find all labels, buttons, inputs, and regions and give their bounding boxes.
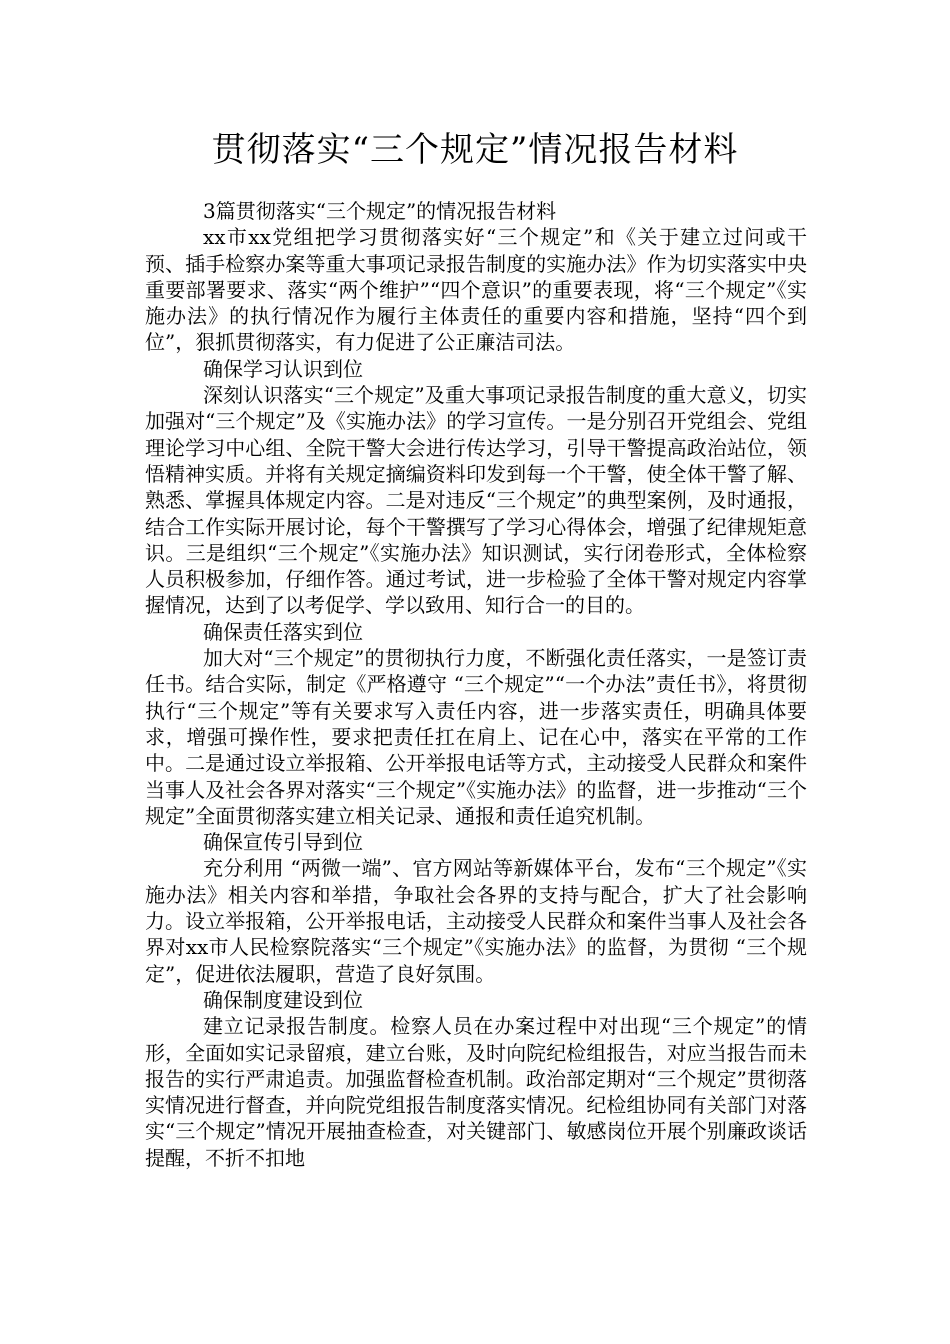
- intro-paragraph: xx市xx党组把学习贯彻落实好“三个规定”和《关于建立过问或干预、插手检察办案等重大事项记录报告制度的实施办法》作为切实落实中央重要部署要求、落实“两个维护”“四个意识”的重要表现，将“三个规定”《实施办法》的执行情况作为履行主体责任的重要内容和措施，坚持“四个到位”，狠抓贯彻落实，有力促进了公正廉洁司法。: [145, 225, 807, 355]
- section-paragraph: 加大对“三个规定”的贯彻执行力度，不断强化责任落实，一是签订责任书。结合实际，制定《严格遵守 “三个规定”“一个办法”责任书》，将贯彻执行“三个规定”等有关要求写入责任内容，进一步落实责任，明确具体要求，增强可操作性，要求把责任扛在肩上、记在心中，落实在平常的工作中。二是通过设立举报箱、公开举报电话等方式，主动接受人民群众和案件当事人及社会各界对落实“三个规定”《实施办法》的监督，进一步推动“三个规定”全面贯彻落实建立相关记录、通报和责任追究机制。: [145, 646, 807, 828]
- section-paragraph: 充分利用 “两微一端”、官方网站等新媒体平台，发布“三个规定”《实施办法》相关内容和举措，争取社会各界的支持与配合，扩大了社会影响力。设立举报箱，公开举报电话，主动接受人民群众和案件当事人及社会各界对xx市人民检察院落实“三个规定”《实施办法》的监督，为贯彻 “三个规定”，促进依法履职，营造了良好氛围。: [145, 856, 807, 986]
- section-heading: 确保制度建设到位: [203, 987, 363, 1012]
- section-paragraph: 建立记录报告制度。检察人员在办案过程中对出现“三个规定”的情形，全面如实记录留痕，建立台账，及时向院纪检组报告，对应当报告而未报告的实行严肃追责。加强监督检查机制。政治部定期对“三个规定”贯彻落实情况进行督查，并向院党组报告制度落实情况。纪检组协同有关部门对落实“三个规定”情况开展抽查检查，对关键部门、敏感岗位开展个别廉政谈话提醒，不折不扣地: [145, 1014, 807, 1170]
- section-heading: 确保宣传引导到位: [203, 830, 363, 855]
- section-heading: 确保学习认识到位: [203, 356, 363, 381]
- document-subtitle: 3篇贯彻落实“三个规定”的情况报告材料: [203, 199, 557, 223]
- document-body: [145, 198, 807, 1171]
- section-paragraph: 深刻认识落实“三个规定”及重大事项记录报告制度的重大意义，切实加强对“三个规定”及《实施办法》的学习宣传。一是分别召开党组会、党组理论学习中心组、全院干警大会进行传达学习，引导干警提高政治站位，领悟精神实质。并将有关规定摘编资料印发到每一个干警，使全体干警了解、熟悉、掌握具体规定内容。二是对违反“三个规定”的典型案例，及时通报，结合工作实际开展讨论，每个干警撰写了学习心得体会，增强了纪律规矩意识。三是组织“三个规定”《实施办法》知识测试，实行闭卷形式，全体检察人员积极参加，仔细作答。通过考试，进一步检验了全体干警对规定内容掌握情况，达到了以考促学、学以致用、知行合一的目的。: [145, 383, 807, 618]
- section-heading: 确保责任落实到位: [203, 619, 363, 644]
- document-title: 贯彻落实“三个规定”情况报告材料: [211, 130, 739, 170]
